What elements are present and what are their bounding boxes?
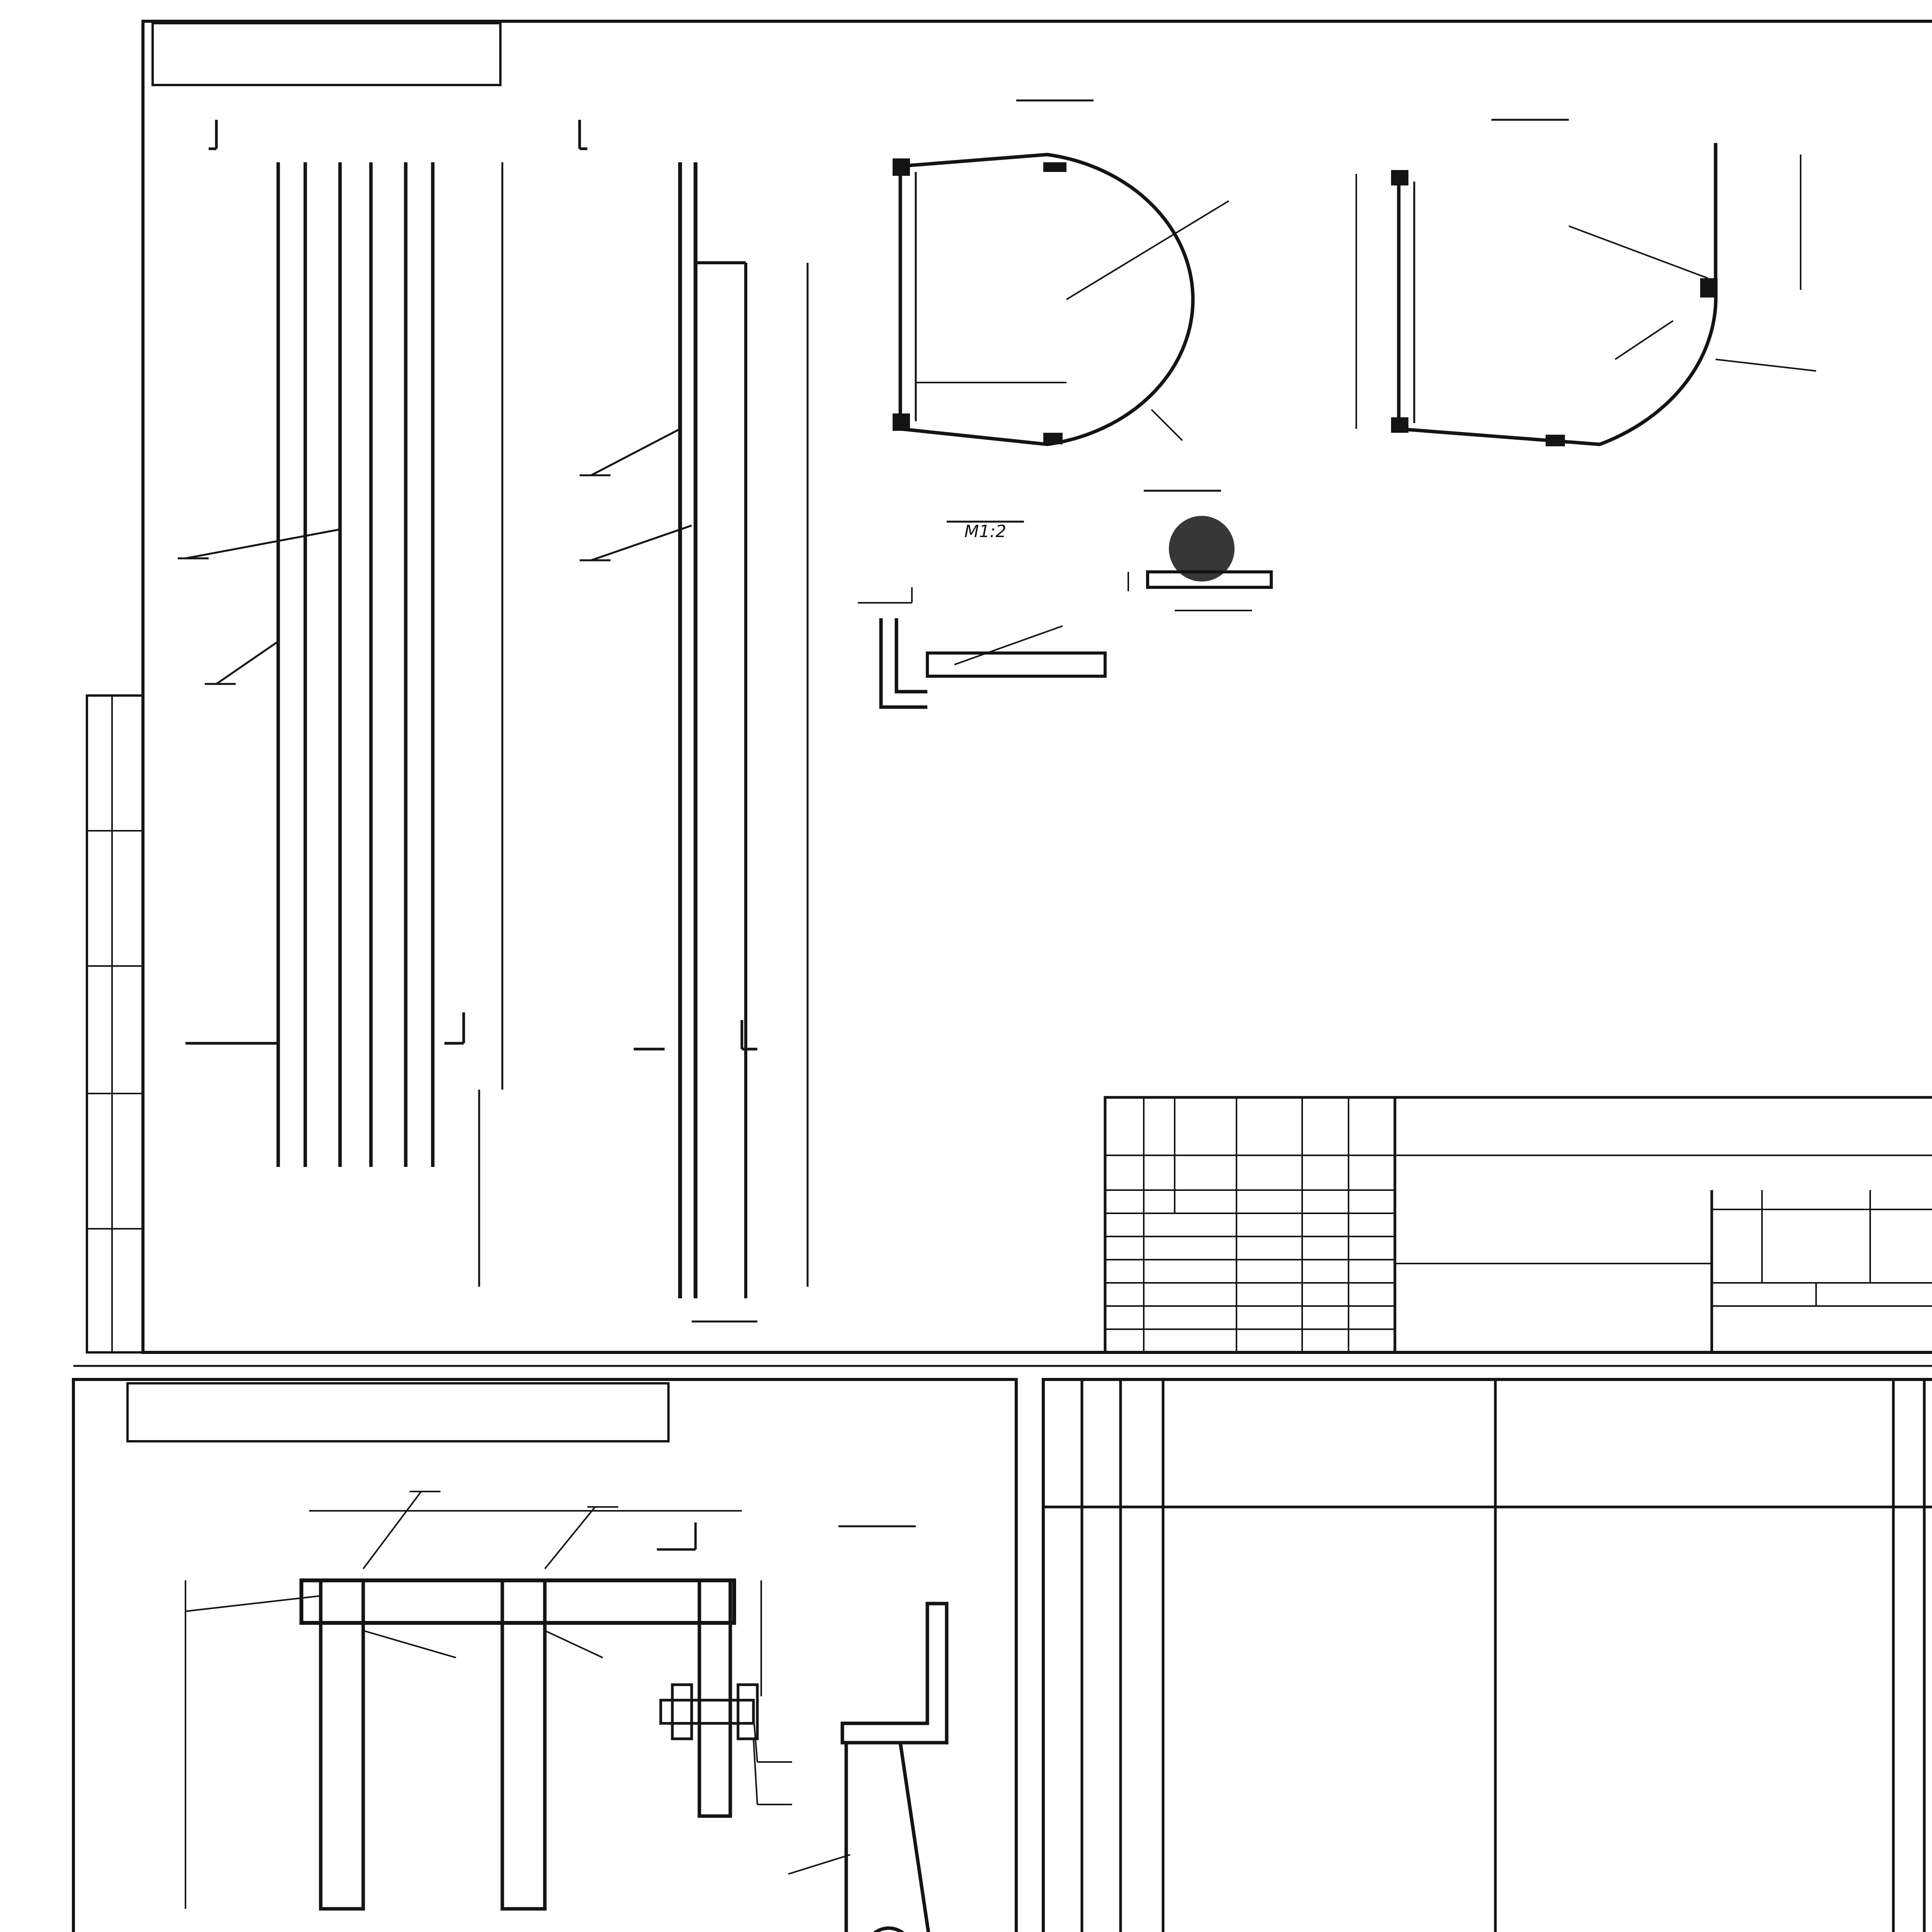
svg-text:М1:2: М1:2 — [964, 522, 1007, 541]
